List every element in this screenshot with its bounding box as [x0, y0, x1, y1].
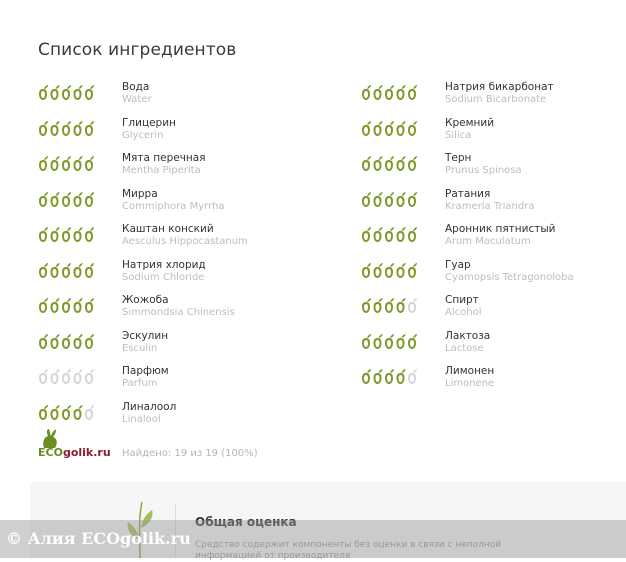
drop-filled-icon — [408, 227, 417, 242]
drop-filled-icon — [62, 405, 71, 420]
ingredient-name-latin: Prunus Spinosa — [445, 165, 522, 176]
drop-filled-icon — [385, 369, 394, 384]
drop-filled-icon — [362, 121, 371, 136]
ingredient-name-latin: Cyamopsis Tetragonoloba — [445, 271, 574, 283]
drop-filled-icon — [362, 227, 371, 242]
ingredient-names — [445, 81, 554, 106]
ingredient-name-ru[interactable]: Глицерин — [122, 116, 176, 129]
ingredient-row[interactable] — [361, 258, 626, 294]
rating-drops-icon — [38, 192, 96, 208]
ingredient-name-ru[interactable]: Гуар — [445, 258, 471, 271]
drop-filled-icon — [408, 334, 417, 349]
ingredient-name-ru[interactable]: Ратания — [445, 187, 491, 200]
ingredient-rating — [38, 263, 96, 279]
drop-filled-icon — [408, 121, 417, 136]
ingredient-names — [122, 117, 176, 142]
drop-filled-icon — [85, 85, 94, 100]
ingredient-names — [445, 117, 494, 142]
drop-filled-icon — [39, 227, 48, 242]
drop-filled-icon — [39, 334, 48, 349]
ingredient-row[interactable] — [38, 364, 338, 400]
ingredient-name-latin: Simmondsia Chinensis — [122, 307, 235, 318]
ingredient-name-ru[interactable]: Жожоба — [122, 294, 169, 306]
drop-filled-icon — [374, 227, 383, 242]
ingredient-names — [122, 81, 152, 106]
drop-filled-icon — [39, 192, 48, 207]
ingredients-column-right — [361, 80, 626, 400]
drop-filled-icon — [62, 298, 71, 313]
ingredient-name-latin: Esculin — [122, 342, 158, 354]
rating-drops-icon — [361, 263, 419, 279]
drop-filled-icon — [385, 227, 394, 242]
drop-filled-icon — [362, 369, 371, 384]
ingredient-names — [122, 152, 206, 177]
drop-filled-icon — [374, 121, 383, 136]
ingredient-name-latin: Silica — [445, 129, 472, 141]
ingredient-rating — [361, 369, 419, 385]
drop-filled-icon — [51, 263, 60, 278]
drop-filled-icon — [62, 156, 71, 171]
ingredient-rating — [38, 156, 96, 172]
ingredient-names — [122, 330, 168, 355]
ingredient-name-ru[interactable]: Натрия бикарбонат — [445, 81, 554, 93]
drop-filled-icon — [74, 334, 83, 349]
drop-filled-icon — [408, 85, 417, 100]
ingredient-rating — [38, 405, 96, 421]
drop-filled-icon — [39, 85, 48, 100]
drop-filled-icon — [397, 334, 406, 349]
ingredient-row[interactable] — [38, 116, 338, 152]
ingredient-row[interactable] — [38, 151, 338, 187]
drop-filled-icon — [51, 405, 60, 420]
ingredient-name-latin: Mentha Piperita — [122, 165, 201, 176]
drop-empty-icon — [85, 405, 94, 420]
drop-filled-icon — [74, 121, 83, 136]
drop-filled-icon — [385, 192, 394, 207]
drop-filled-icon — [39, 121, 48, 136]
ingredient-name-latin: Glycerin — [122, 129, 164, 141]
overall-rating-text: Средство содержит компоненты без оценки в связи с неполной информацией от производителя — [195, 540, 502, 561]
ingredient-names — [445, 294, 481, 319]
ingredient-name-ru[interactable]: Каштан конский — [122, 223, 214, 235]
drop-filled-icon — [397, 369, 406, 384]
ingredient-row[interactable] — [361, 151, 626, 187]
drop-filled-icon — [85, 121, 94, 136]
ingredient-row[interactable] — [38, 187, 338, 223]
ingredients-column-left — [38, 80, 338, 435]
ingredient-row[interactable] — [38, 222, 338, 258]
ingredient-name-ru[interactable]: Лактоза — [445, 329, 491, 342]
drop-empty-icon — [39, 369, 48, 384]
ingredient-name-ru[interactable]: Натрия хлорид — [122, 258, 206, 271]
ingredient-row[interactable] — [38, 400, 338, 436]
ingredient-names — [445, 152, 522, 177]
drop-filled-icon — [374, 156, 383, 171]
ingredient-rating — [38, 121, 96, 137]
rating-drops-icon — [361, 369, 419, 385]
drop-filled-icon — [39, 405, 48, 420]
ingredient-rating — [361, 298, 419, 314]
drop-filled-icon — [385, 263, 394, 278]
drop-filled-icon — [85, 156, 94, 171]
ingredient-name-latin: Water — [122, 94, 152, 105]
drop-filled-icon — [62, 121, 71, 136]
drop-filled-icon — [74, 156, 83, 171]
drop-filled-icon — [374, 334, 383, 349]
rating-drops-icon — [38, 227, 96, 243]
drop-filled-icon — [408, 192, 417, 207]
drop-filled-icon — [85, 298, 94, 313]
ingredient-names — [445, 259, 574, 284]
rating-drops-icon — [361, 121, 419, 137]
overall-rating-title: Общая оценка — [195, 515, 297, 529]
ingredient-rating — [38, 334, 96, 350]
drop-filled-icon — [385, 156, 394, 171]
drop-filled-icon — [85, 263, 94, 278]
drop-filled-icon — [397, 121, 406, 136]
ingredient-name-latin: Krameria Triandra — [445, 200, 535, 212]
ingredient-names — [445, 188, 534, 213]
drop-filled-icon — [385, 121, 394, 136]
ingredient-name-ru[interactable]: Эскулин — [122, 329, 169, 342]
drop-filled-icon — [74, 298, 83, 313]
drop-filled-icon — [397, 192, 406, 207]
drop-filled-icon — [39, 263, 48, 278]
drop-filled-icon — [74, 263, 83, 278]
drop-filled-icon — [51, 192, 60, 207]
drop-filled-icon — [85, 227, 94, 242]
drop-empty-icon — [74, 369, 83, 384]
ecogolik-logo[interactable] — [38, 436, 110, 466]
drop-filled-icon — [362, 334, 371, 349]
drop-filled-icon — [51, 85, 60, 100]
rating-drops-icon — [361, 298, 419, 314]
drop-filled-icon — [62, 192, 71, 207]
drop-filled-icon — [85, 192, 94, 207]
rating-drops-icon — [361, 156, 419, 172]
rating-drops-icon — [38, 298, 96, 314]
drop-empty-icon — [408, 369, 417, 384]
ingredient-names — [122, 365, 169, 390]
ingredient-rating — [38, 369, 96, 385]
drop-empty-icon — [408, 298, 417, 313]
ingredient-rating — [361, 121, 419, 137]
rating-drops-icon — [38, 156, 96, 172]
drop-filled-icon — [51, 227, 60, 242]
ingredient-name-ru[interactable]: Кремний — [445, 116, 495, 129]
drop-empty-icon — [62, 369, 71, 384]
ingredient-rating — [361, 192, 419, 208]
drop-filled-icon — [408, 156, 417, 171]
drop-filled-icon — [385, 298, 394, 313]
drop-filled-icon — [362, 298, 371, 313]
ingredient-row[interactable] — [38, 80, 338, 116]
ingredient-row[interactable] — [361, 116, 626, 152]
ingredient-name-ru[interactable]: Спирт — [445, 294, 479, 306]
ingredient-row[interactable] — [361, 222, 626, 258]
ingredient-rating — [361, 85, 419, 101]
drop-empty-icon — [85, 369, 94, 384]
drop-filled-icon — [408, 263, 417, 278]
ingredient-name-latin: Commiphora Myrrha — [122, 200, 225, 212]
drop-filled-icon — [397, 227, 406, 242]
ingredient-name-latin: Lactose — [445, 342, 484, 354]
ingredient-rating — [38, 298, 96, 314]
drop-empty-icon — [51, 369, 60, 384]
logo-eco-text: ECO — [38, 446, 63, 459]
ingredient-rating — [361, 334, 419, 350]
ingredient-names — [122, 188, 224, 213]
ingredient-rating — [361, 263, 419, 279]
drop-filled-icon — [74, 405, 83, 420]
drop-filled-icon — [62, 85, 71, 100]
rating-drops-icon — [38, 334, 96, 350]
ingredient-rating — [361, 156, 419, 172]
drop-filled-icon — [74, 192, 83, 207]
drop-filled-icon — [39, 298, 48, 313]
ingredient-names — [445, 365, 494, 390]
ingredient-name-ru[interactable]: Лимонен — [445, 365, 495, 377]
ingredient-row[interactable] — [361, 80, 626, 116]
drop-filled-icon — [362, 263, 371, 278]
watermark-text: © Алия ECOgolik.ru — [6, 529, 191, 548]
drop-filled-icon — [62, 227, 71, 242]
ingredient-name-ru[interactable]: Мята перечная — [122, 152, 206, 164]
logo-domain-text: golik.ru — [62, 446, 111, 459]
ingredient-names — [122, 294, 235, 319]
ingredient-name-ru[interactable]: Вода — [122, 81, 150, 93]
ingredient-names — [122, 223, 248, 248]
rating-drops-icon — [361, 85, 419, 101]
drop-filled-icon — [51, 298, 60, 313]
drop-filled-icon — [397, 263, 406, 278]
drop-filled-icon — [362, 192, 371, 207]
ingredient-name-latin: Sodium Chloride — [122, 271, 205, 283]
ingredient-names — [445, 223, 556, 248]
ingredient-name-latin: Alcohol — [445, 307, 482, 318]
rating-drops-icon — [361, 334, 419, 350]
ingredient-name-latin: Limonene — [445, 378, 495, 389]
drop-filled-icon — [85, 334, 94, 349]
drop-filled-icon — [385, 334, 394, 349]
drop-filled-icon — [397, 156, 406, 171]
drop-filled-icon — [374, 298, 383, 313]
drop-filled-icon — [374, 263, 383, 278]
ingredient-names — [122, 259, 206, 284]
ingredient-name-latin: Arum Maculatum — [445, 236, 531, 247]
drop-filled-icon — [51, 156, 60, 171]
rating-drops-icon — [38, 121, 96, 137]
ingredient-row[interactable] — [38, 293, 338, 329]
drop-filled-icon — [385, 85, 394, 100]
ingredient-name-ru[interactable]: Мирра — [122, 187, 158, 200]
ingredient-name-ru[interactable]: Терн — [445, 152, 472, 164]
rating-drops-icon — [361, 192, 419, 208]
drop-filled-icon — [74, 227, 83, 242]
ingredient-row[interactable] — [38, 258, 338, 294]
ingredient-row[interactable] — [361, 293, 626, 329]
ingredient-name-ru[interactable]: Парфюм — [122, 365, 169, 377]
ingredient-name-latin: Parfum — [122, 378, 158, 389]
ingredient-name-ru[interactable]: Линалоол — [122, 400, 177, 413]
drop-filled-icon — [362, 156, 371, 171]
drop-filled-icon — [397, 298, 406, 313]
ingredient-names — [445, 330, 490, 355]
ingredient-row[interactable] — [361, 364, 626, 400]
drop-filled-icon — [51, 121, 60, 136]
drop-filled-icon — [62, 334, 71, 349]
ingredient-rating — [38, 85, 96, 101]
drop-filled-icon — [374, 369, 383, 384]
ingredient-rating — [361, 227, 419, 243]
drop-filled-icon — [51, 334, 60, 349]
found-count-text: Найдено: 19 из 19 (100%) — [122, 448, 258, 459]
drop-filled-icon — [374, 85, 383, 100]
drop-filled-icon — [374, 192, 383, 207]
ingredient-name-ru[interactable]: Аронник пятнистый — [445, 223, 556, 235]
rating-drops-icon — [38, 85, 96, 101]
drop-filled-icon — [39, 156, 48, 171]
ingredient-row[interactable] — [38, 329, 338, 365]
ingredient-name-latin: Linalool — [122, 413, 161, 425]
drop-filled-icon — [397, 85, 406, 100]
ingredients-list-title: Список ингредиентов — [38, 40, 237, 60]
rating-drops-icon — [38, 369, 96, 385]
rating-drops-icon — [38, 405, 96, 421]
rating-drops-icon — [361, 227, 419, 243]
ingredient-row[interactable] — [361, 329, 626, 365]
ingredient-row[interactable] — [361, 187, 626, 223]
drop-filled-icon — [74, 85, 83, 100]
ingredient-name-latin: Sodium Bicarbonate — [445, 94, 547, 105]
ingredient-names — [122, 401, 176, 426]
ingredient-rating — [38, 227, 96, 243]
ingredient-rating — [38, 192, 96, 208]
drop-filled-icon — [362, 85, 371, 100]
drop-filled-icon — [62, 263, 71, 278]
rating-drops-icon — [38, 263, 96, 279]
ingredient-name-latin: Aesculus Hippocastanum — [122, 236, 248, 247]
